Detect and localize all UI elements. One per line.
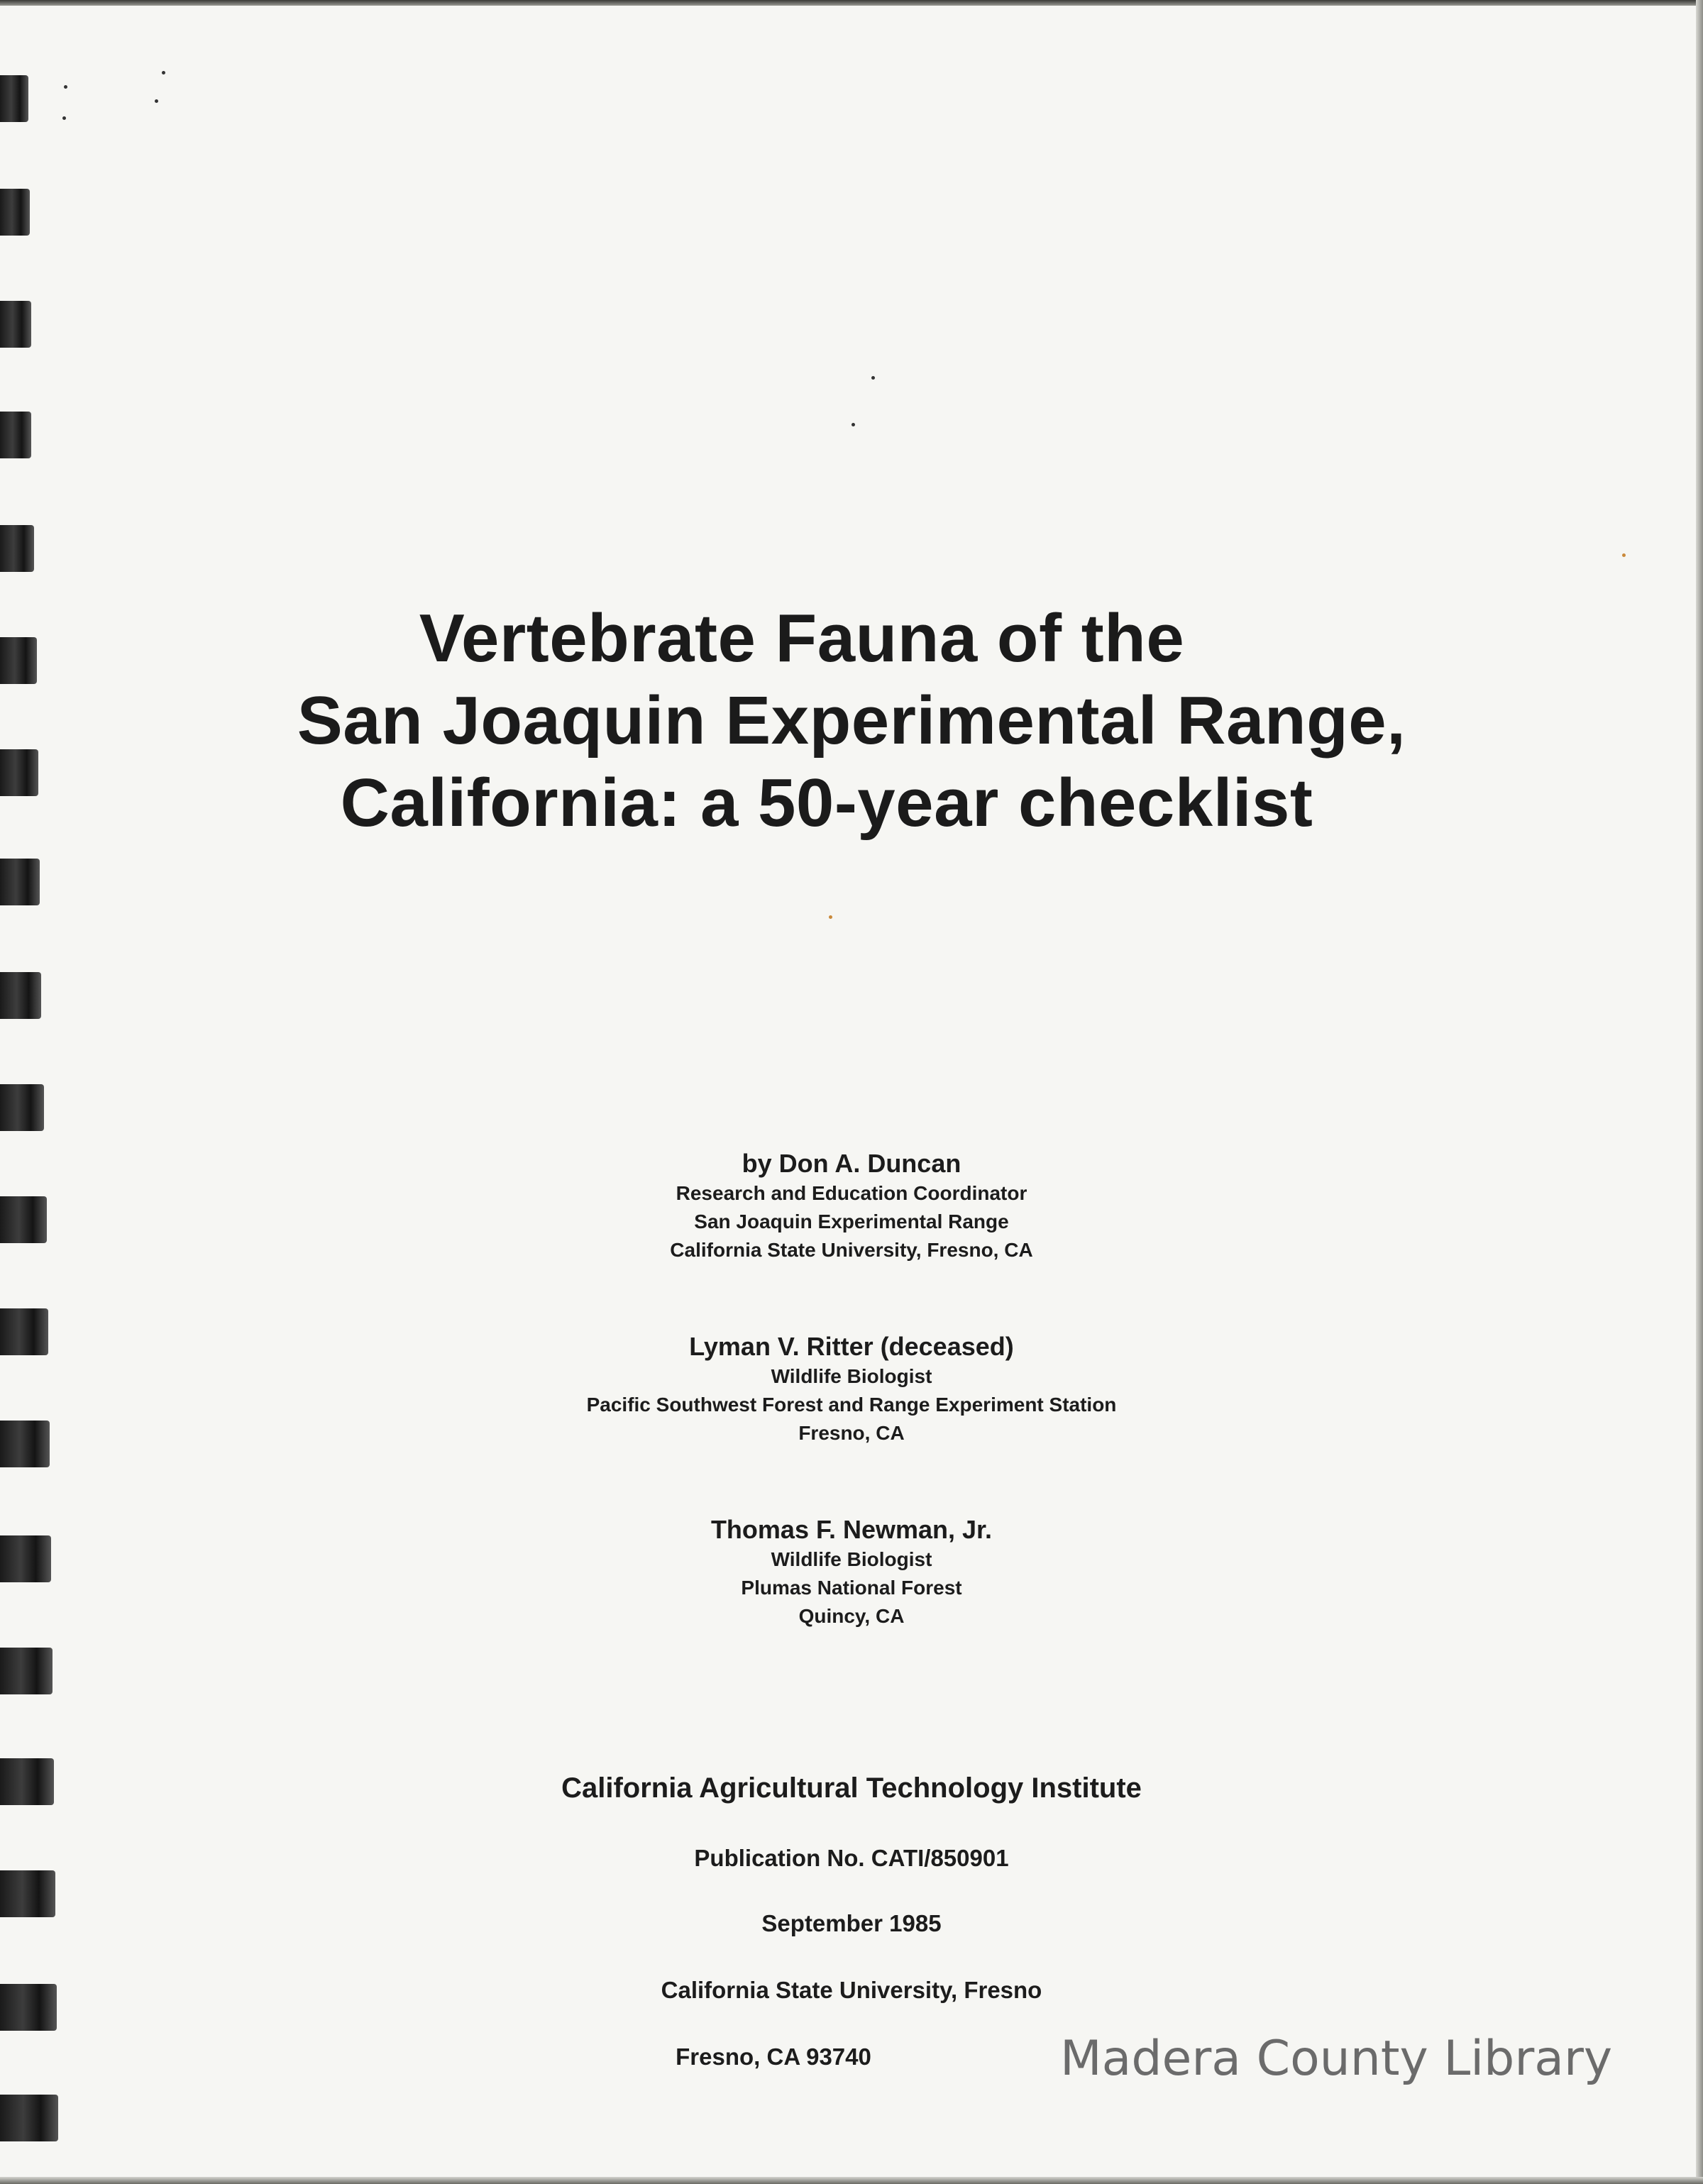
author-location: Quincy, CA <box>798 1605 905 1627</box>
paper-speck <box>871 376 875 380</box>
paper-speck <box>62 116 66 120</box>
title-line-2: San Joaquin Experimental Range, <box>297 683 1406 759</box>
author-block-ritter <box>0 1331 1703 1447</box>
binding-hole <box>0 1648 53 1694</box>
paper-speck <box>852 423 855 426</box>
binding-hole <box>0 525 34 572</box>
author-name: by Don A. Duncan <box>742 1149 961 1178</box>
publisher-university: California State University, Fresno <box>661 1977 1042 2003</box>
author-block-newman <box>0 1514 1703 1631</box>
author-location: Fresno, CA <box>798 1422 905 1444</box>
document-title <box>0 597 1703 844</box>
binding-hole <box>0 972 41 1019</box>
paper-speck <box>162 71 165 75</box>
author-location: California State University, Fresno, CA <box>670 1239 1033 1261</box>
paper-speck <box>1622 553 1626 557</box>
publication-date: September 1985 <box>761 1910 942 1936</box>
paper-speck <box>64 85 67 89</box>
page-bottom-edge <box>0 2177 1703 2184</box>
library-watermark: Madera County Library <box>1060 2031 1613 2087</box>
author-affiliation: San Joaquin Experimental Range <box>694 1210 1009 1232</box>
page-top-edge <box>0 0 1703 6</box>
paper-speck <box>829 915 832 919</box>
author-title: Wildlife Biologist <box>771 1548 932 1570</box>
binding-hole <box>0 412 31 458</box>
title-line-3: California: a 50-year checklist <box>340 765 1313 841</box>
binding-hole <box>0 301 31 348</box>
paper-speck <box>155 99 158 103</box>
title-line-1: Vertebrate Fauna of the <box>419 600 1185 676</box>
publisher-address: Fresno, CA 93740 <box>676 2044 871 2070</box>
publication-number: Publication No. CATI/850901 <box>694 1845 1009 1871</box>
binding-hole <box>0 859 40 905</box>
author-name: Lyman V. Ritter (deceased) <box>689 1332 1014 1361</box>
author-block-duncan <box>0 1148 1703 1264</box>
author-name: Thomas F. Newman, Jr. <box>710 1515 993 1544</box>
binding-hole <box>0 75 28 122</box>
publisher-institute: California Agricultural Technology Institute <box>561 1772 1142 1804</box>
author-title: Research and Education Coordinator <box>676 1182 1027 1204</box>
binding-hole <box>0 2095 58 2141</box>
binding-hole <box>0 1084 44 1131</box>
author-affiliation: Pacific Southwest Forest and Range Experiment Station <box>586 1394 1117 1416</box>
author-affiliation: Plumas National Forest <box>741 1577 962 1599</box>
author-title: Wildlife Biologist <box>771 1365 932 1387</box>
binding-hole <box>0 189 30 236</box>
